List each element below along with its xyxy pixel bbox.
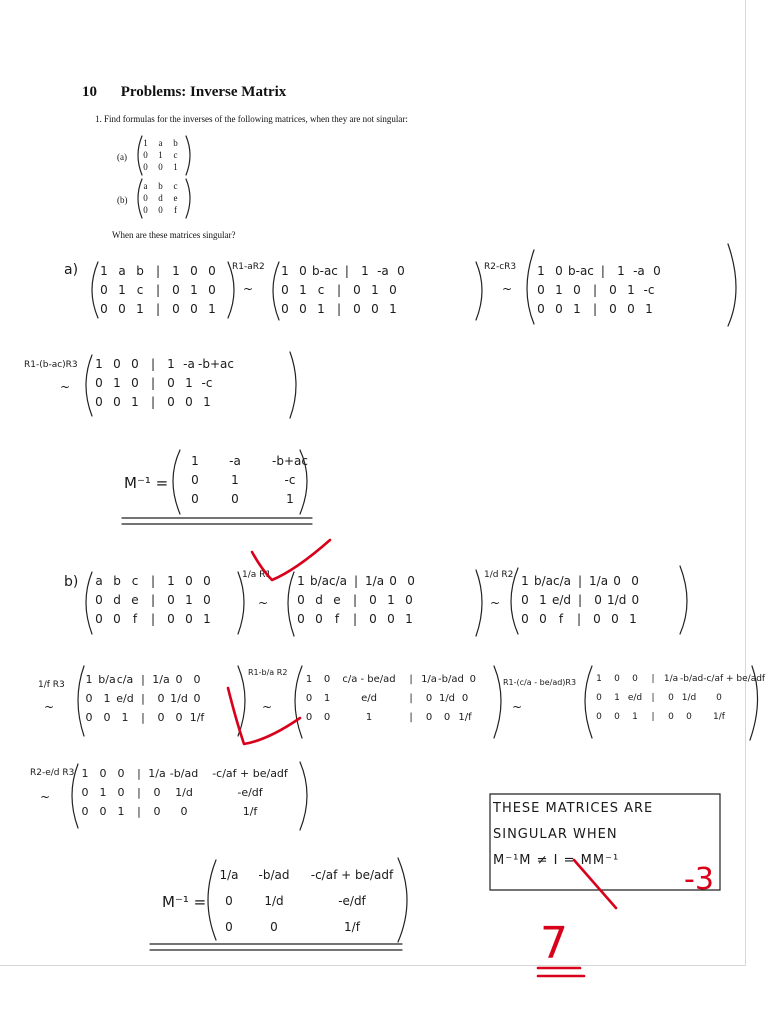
row-equivalence-symbol: ~ bbox=[60, 380, 71, 394]
singular-answer-note bbox=[493, 796, 653, 874]
note-line-1: THESE MATRICES ARE bbox=[493, 801, 654, 816]
section-number: 10 bbox=[82, 84, 97, 100]
row-equivalence-symbol: ~ bbox=[512, 700, 523, 714]
sol-b-step7: 1 0 0 | 1/a -b/ad -c/af + be/adf 0 1 0 | 0 1/d -e/df 0 0 1 | 0 0 1/f bbox=[81, 767, 288, 818]
sol-b-result-matrix: 1/a -b/ad -c/af + be/adf 0 1/d -e/df 0 0 1/f bbox=[219, 868, 394, 934]
part-b-label: (b) bbox=[117, 195, 128, 205]
row-equivalence-symbol: ~ bbox=[490, 596, 501, 610]
row-equivalence-symbol: ~ bbox=[40, 790, 51, 804]
section-title bbox=[82, 84, 286, 101]
sol-b-step4: 1 b/ac/a | 1/a 0 0 0 1 e/d | 0 1/d 0 0 0 1 | 0 0 1/f bbox=[85, 673, 205, 724]
part-a-label: (a) bbox=[117, 152, 127, 162]
sol-a-op3: R1-(b-ac)R3 bbox=[24, 360, 78, 370]
row-equivalence-symbol: ~ bbox=[243, 282, 254, 296]
sol-b-step5: 1 0 c/a - be/ad | 1/a-b/ad 0 0 1 e/d | 0 1/d 0 0 0 1 | 0 0 1/f bbox=[305, 674, 476, 723]
sol-b-step6: 1 0 0 | 1/a -b/ad-c/af + be/adf 0 1 e/d | 0 1/d 0 0 0 1 | 0 0 1/f bbox=[596, 674, 766, 722]
singular-question: When are these matrices singular? bbox=[112, 230, 236, 240]
row-equivalence-symbol: ~ bbox=[258, 596, 269, 610]
sol-a-op2: R2-cR3 bbox=[484, 262, 517, 272]
row-equivalence-symbol: ~ bbox=[502, 282, 513, 296]
sol-b-op3: 1/f R3 bbox=[38, 680, 65, 690]
score: 7 bbox=[540, 918, 568, 969]
part-b-matrix: a b c 0 d e 0 0 f bbox=[143, 181, 178, 215]
row-equivalence-symbol: ~ bbox=[44, 700, 55, 714]
point-deduction: -3 bbox=[684, 862, 714, 897]
sol-a-step4: 1 0 0 | 1 -a -b+ac 0 1 0 | 0 1 -c 0 0 1 | 0 0 1 bbox=[95, 357, 234, 409]
note-line-2: SINGULAR WHEN bbox=[493, 827, 618, 842]
part-a-matrix: 1 a b 0 1 c 0 0 1 bbox=[143, 138, 178, 172]
sol-b-op4: R1-b/a R2 bbox=[248, 668, 288, 677]
sol-a-step2: 1 0 b-ac | 1 -a 0 0 1 c | 0 1 0 0 0 1 | 0 0 1 bbox=[281, 264, 405, 316]
sol-a-result-matrix: 1 -a -b+ac 0 1 -c 0 0 1 bbox=[191, 454, 308, 506]
note-line-3: M⁻¹M ≠ I = MM⁻¹ bbox=[493, 853, 620, 868]
problem-statement: 1. Find formulas for the inverses of the following matrices, when they are not singular: bbox=[95, 114, 408, 124]
sol-b-op6: R2-e/d R3 bbox=[30, 768, 75, 778]
row-equivalence-symbol: ~ bbox=[262, 700, 273, 714]
sol-b-op1: 1/a R1 bbox=[242, 570, 272, 580]
sol-b-step1: a b c | 1 0 0 0 d e | 0 1 0 0 0 f | 0 0 1 bbox=[95, 574, 211, 626]
sol-a-op1: R1-aR2 bbox=[232, 262, 265, 272]
sol-b-op2: 1/d R2 bbox=[484, 570, 514, 580]
sol-a-step3: 1 0 b-ac | 1 -a 0 0 1 0 | 0 1 -c 0 0 1 | 0 0 1 bbox=[537, 264, 661, 316]
sol-a-step1: 1 a b | 1 0 0 0 1 c | 0 1 0 0 0 1 | 0 0 1 bbox=[100, 264, 216, 316]
sol-a-result-label: M⁻¹ = bbox=[124, 474, 169, 492]
sol-b-result-label: M⁻¹ = bbox=[162, 893, 207, 911]
section-heading: Problems: Inverse Matrix bbox=[120, 84, 287, 100]
sol-b-step2: 1 b/ac/a | 1/a 0 0 0 d e | 0 1 0 0 0 f | 0 0 1 bbox=[297, 574, 415, 626]
sol-b-op5: R1-(c/a - be/ad)R3 bbox=[503, 678, 577, 687]
solution-a-label: a) bbox=[64, 262, 79, 278]
solution-b-label: b) bbox=[64, 574, 79, 590]
sol-b-step3: 1 b/ac/a | 1/a 0 0 0 1 e/d | 0 1/d 0 0 0 f | 0 0 1 bbox=[521, 574, 640, 626]
